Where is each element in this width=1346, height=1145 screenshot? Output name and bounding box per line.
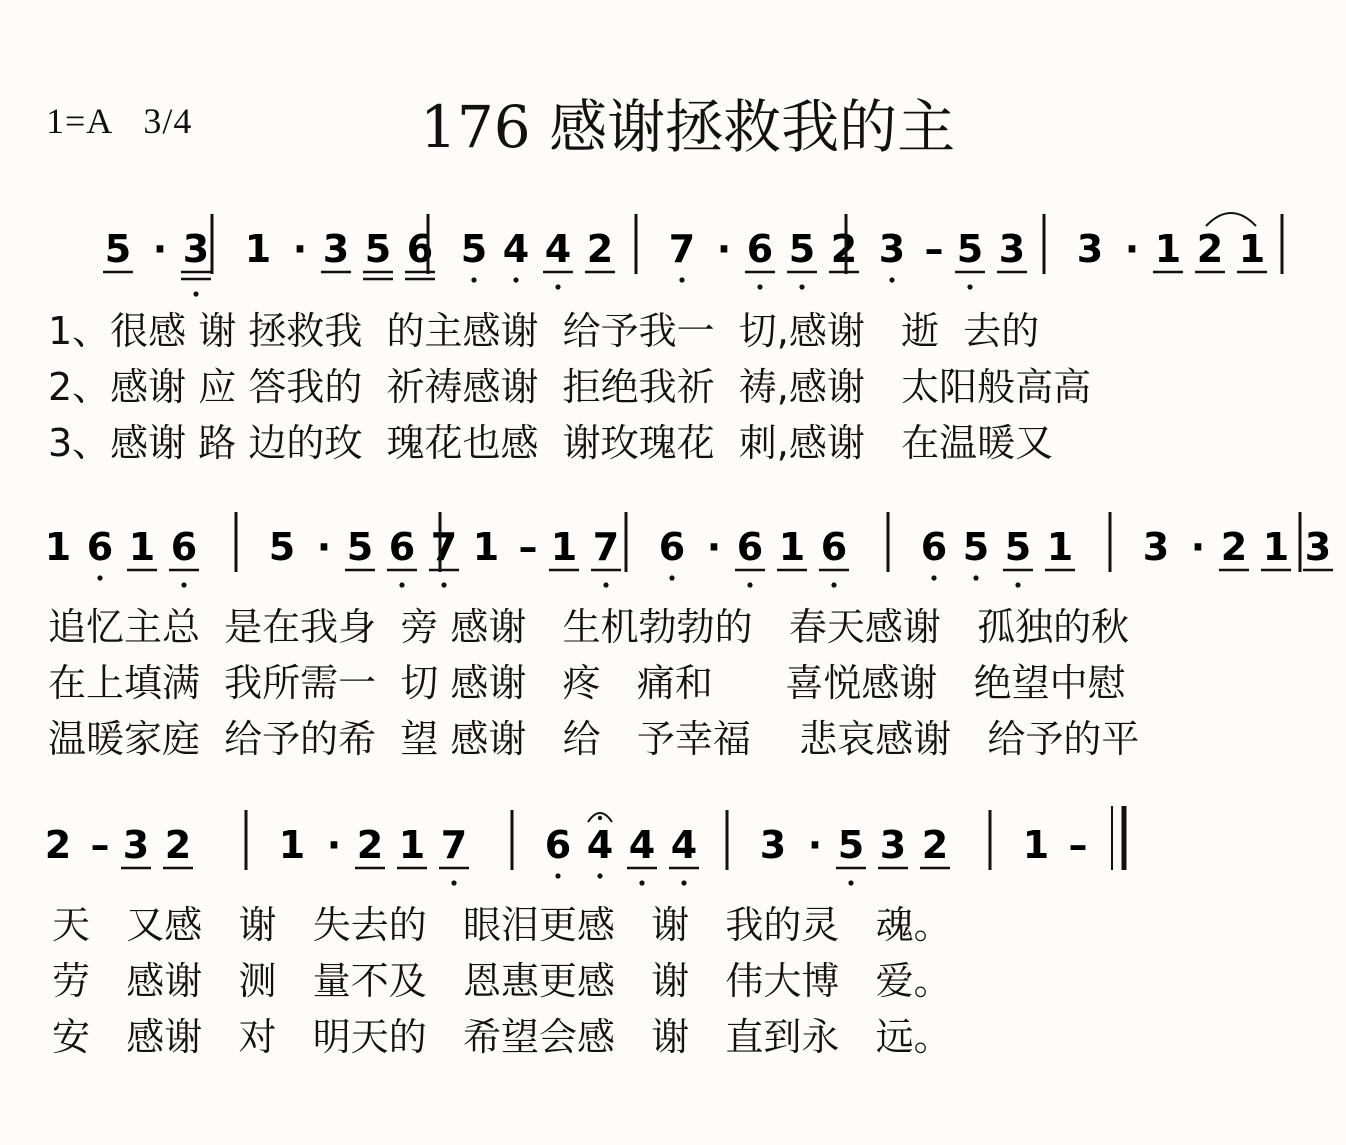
note: 5 — [1004, 525, 1032, 569]
note: 2 — [356, 823, 384, 867]
note: 3 — [1304, 525, 1332, 569]
note: – — [924, 227, 944, 271]
note: 1 — [550, 525, 578, 569]
octave-dot — [1015, 582, 1020, 587]
note: 5 — [962, 525, 990, 569]
octave-dot — [681, 880, 686, 885]
note: 6 — [388, 525, 416, 569]
note: 5 — [364, 227, 392, 271]
note: 5 — [956, 227, 984, 271]
note: 1 — [778, 525, 806, 569]
note: 7 — [440, 823, 468, 867]
note: 1 — [472, 525, 500, 569]
note: 6 — [658, 525, 686, 569]
note: 5 — [346, 525, 374, 569]
octave-dot — [193, 291, 198, 296]
note: 3 — [322, 227, 350, 271]
note: 3 — [879, 823, 907, 867]
note: · — [1190, 525, 1206, 569]
note: 1 — [1154, 227, 1182, 271]
note: 2 — [830, 227, 858, 271]
note: · — [716, 227, 732, 271]
note: 3 — [878, 227, 906, 271]
note: 3 — [122, 823, 150, 867]
note: 1 — [1022, 823, 1050, 867]
note: 6 — [86, 525, 114, 569]
note: 1 — [1238, 227, 1266, 271]
note: 4 — [502, 227, 530, 271]
octave-dot — [848, 880, 853, 885]
note: – — [1068, 823, 1088, 867]
note: 3 — [1142, 525, 1170, 569]
note: 4 — [628, 823, 656, 867]
lyric-row1-verse2: 2、感谢 应 答我的 祈祷感谢 拒绝我祈 祷,感谢 太阳般高高 — [48, 365, 1092, 409]
note: 1 — [244, 227, 272, 271]
note: 6 — [170, 525, 198, 569]
octave-dot — [555, 873, 560, 878]
note: 1 — [1046, 525, 1074, 569]
note: 5 — [460, 227, 488, 271]
note: 3 — [759, 823, 787, 867]
note: 4 — [586, 823, 614, 867]
octave-dot — [603, 582, 608, 587]
note: 1 — [1262, 525, 1290, 569]
octave-dot — [967, 284, 972, 289]
note: 5 — [788, 227, 816, 271]
note: 5 — [837, 823, 865, 867]
lyric-row3-verse1: 天 又感 谢 失去的 眼泪更感 谢 我的灵 魂。 — [52, 903, 952, 947]
octave-dot — [757, 284, 762, 289]
note: 2 — [1220, 525, 1248, 569]
octave-dot — [679, 277, 684, 282]
fermata-dot — [598, 816, 602, 820]
octave-dot — [973, 575, 978, 580]
lyric-row2-verse3: 温暖家庭 给予的希 望 感谢 给 予幸福 悲哀感谢 给予的平 — [48, 717, 1140, 761]
note: 3 — [182, 227, 210, 271]
note: 6 — [544, 823, 572, 867]
octave-dot — [799, 284, 804, 289]
octave-dot — [669, 575, 674, 580]
note: · — [1124, 227, 1140, 271]
note: 2 — [164, 823, 192, 867]
note: 6 — [736, 525, 764, 569]
octave-dot — [441, 582, 446, 587]
note: · — [316, 525, 332, 569]
octave-dot — [451, 880, 456, 885]
note: · — [706, 525, 722, 569]
note: 2 — [921, 823, 949, 867]
lyric-row2-verse1: 追忆主总 是在我身 旁 感谢 生机勃勃的 春天感谢 孤独的秋 — [48, 605, 1130, 649]
note: 3 — [998, 227, 1026, 271]
note: 6 — [820, 525, 848, 569]
note: 7 — [668, 227, 696, 271]
note: 1 — [128, 525, 156, 569]
lyric-row1-verse1: 1、很感 谢 拯救我 的主感谢 给予我一 切,感谢 逝 去的 — [48, 309, 1040, 353]
note: 1 — [398, 823, 426, 867]
octave-dot — [931, 575, 936, 580]
note: 2 — [44, 823, 72, 867]
note: · — [807, 823, 823, 867]
octave-dot — [889, 277, 894, 282]
note: 3 — [1076, 227, 1104, 271]
octave-dot — [639, 880, 644, 885]
octave-dot — [747, 582, 752, 587]
lyric-row3-verse3: 安 感谢 对 明天的 希望会感 谢 直到永 远。 — [52, 1015, 952, 1059]
slur — [1206, 213, 1256, 226]
note: 7 — [592, 525, 620, 569]
note: – — [90, 823, 110, 867]
note: 6 — [920, 525, 948, 569]
octave-dot — [181, 582, 186, 587]
lyric-row2-verse2: 在上填满 我所需一 切 感谢 疼 痛和 喜悦感谢 绝望中慰 — [48, 661, 1126, 705]
time-signature: 3/4 — [143, 101, 193, 141]
note: 4 — [670, 823, 698, 867]
key-signature: 1=A — [46, 101, 114, 141]
note: · — [152, 227, 168, 271]
note: · — [292, 227, 308, 271]
lyric-row1-verse3: 3、感谢 路 边的玫 瑰花也感 谢玫瑰花 刺,感谢 在温暖又 — [48, 421, 1054, 465]
octave-dot — [555, 284, 560, 289]
note: 2 — [586, 227, 614, 271]
octave-dot — [597, 873, 602, 878]
note: 5 — [104, 227, 132, 271]
note: 5 — [268, 525, 296, 569]
octave-dot — [97, 575, 102, 580]
lyric-row3-verse2: 劳 感谢 测 量不及 恩惠更感 谢 伟大博 爱。 — [52, 959, 952, 1003]
octave-dot — [513, 277, 518, 282]
note: 1 — [44, 525, 72, 569]
note: 1 — [278, 823, 306, 867]
note: · — [326, 823, 342, 867]
song-title: 176 感谢拯救我的主 — [420, 93, 956, 161]
octave-dot — [831, 582, 836, 587]
note: 6 — [746, 227, 774, 271]
note: – — [518, 525, 538, 569]
note: 6 — [406, 227, 434, 271]
octave-dot — [471, 277, 476, 282]
note: 7 — [430, 525, 458, 569]
octave-dot — [399, 582, 404, 587]
note: 2 — [1196, 227, 1224, 271]
note: 4 — [544, 227, 572, 271]
